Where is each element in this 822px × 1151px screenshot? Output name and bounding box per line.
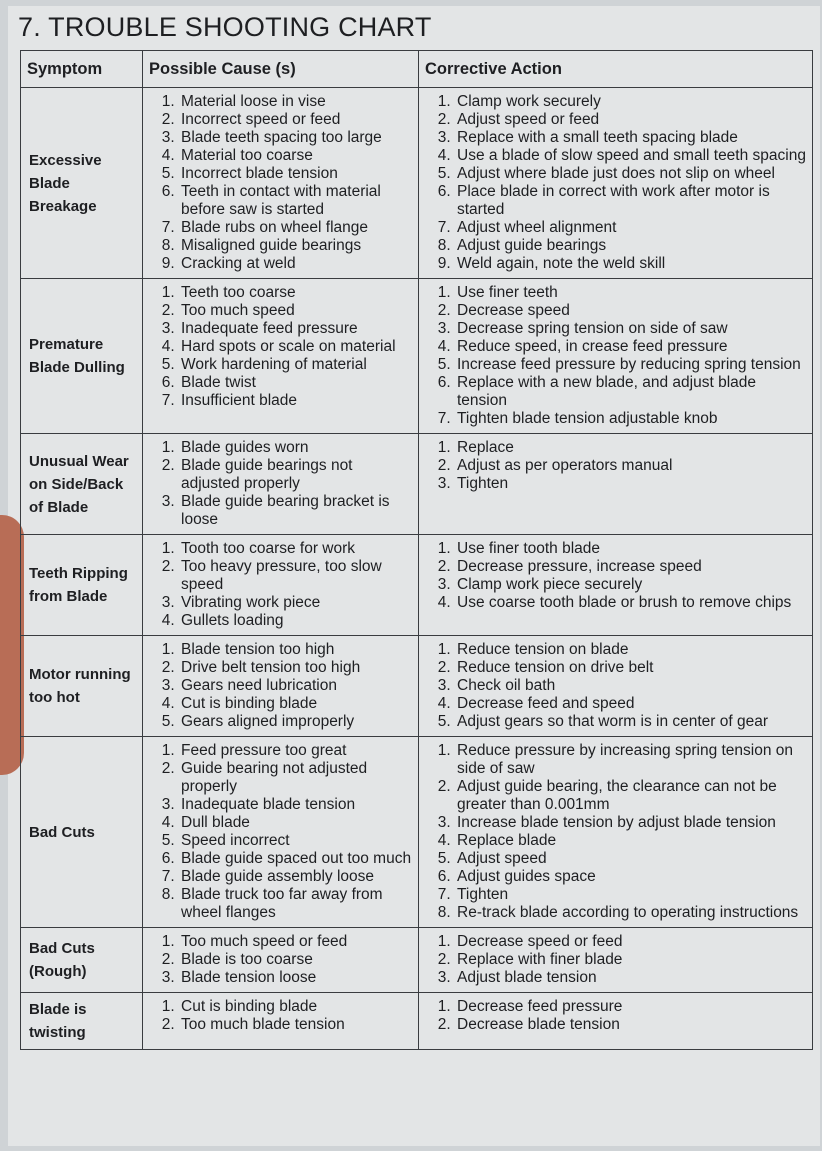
cause-item: 5. Incorrect blade tension: [179, 165, 412, 183]
header-symptom: Symptom: [21, 51, 143, 88]
cause-item: 8. Misaligned guide bearings: [179, 237, 412, 255]
actions-list: [425, 998, 806, 1034]
table-row: [21, 737, 813, 928]
action-item: 4. Replace blade: [455, 832, 806, 850]
action-item: 1. Replace: [455, 439, 806, 457]
cause-item: 3. Gears need lubrication: [179, 677, 412, 695]
action-item: 4. Use a blade of slow speed and small teeth spacing: [455, 147, 806, 165]
action-item: 2. Decrease pressure, increase speed: [455, 558, 806, 576]
action-item: 2. Adjust guide bearing, the clearance can not be greater than 0.001mm: [455, 778, 806, 814]
action-item: 3. Increase blade tension by adjust blade tension: [455, 814, 806, 832]
possible-causes-cell: [143, 993, 419, 1050]
table-body: [21, 88, 813, 1050]
cause-item: 9. Cracking at weld: [179, 255, 412, 273]
cause-item: 7. Blade rubs on wheel flange: [179, 219, 412, 237]
cause-item: 4. Cut is binding blade: [179, 695, 412, 713]
action-item: 1. Reduce tension on blade: [455, 641, 806, 659]
action-item: 6. Adjust guides space: [455, 868, 806, 886]
action-item: 4. Decrease feed and speed: [455, 695, 806, 713]
causes-list: [149, 284, 412, 410]
cause-item: 1. Cut is binding blade: [179, 998, 412, 1016]
header-possible-causes: Possible Cause (s): [143, 51, 419, 88]
actions-list: [425, 540, 806, 612]
cause-item: 1. Material loose in vise: [179, 93, 412, 111]
action-item: 9. Weld again, note the weld skill: [455, 255, 806, 273]
corrective-action-cell: [419, 737, 813, 928]
action-item: 1. Reduce pressure by increasing spring tension on side of saw: [455, 742, 806, 778]
possible-causes-cell: [143, 434, 419, 535]
cause-item: 4. Hard spots or scale on material: [179, 338, 412, 356]
table-row: [21, 88, 813, 279]
table-row: [21, 535, 813, 636]
causes-list: [149, 998, 412, 1034]
action-item: 7. Tighten: [455, 886, 806, 904]
corrective-action-cell: [419, 928, 813, 993]
cause-item: 7. Insufficient blade: [179, 392, 412, 410]
troubleshooting-table: [20, 50, 813, 1050]
cause-item: 4. Dull blade: [179, 814, 412, 832]
action-item: 7. Adjust wheel alignment: [455, 219, 806, 237]
actions-list: [425, 742, 806, 922]
cause-item: 7. Blade guide assembly loose: [179, 868, 412, 886]
corrective-action-cell: [419, 993, 813, 1050]
action-item: 3. Check oil bath: [455, 677, 806, 695]
actions-list: [425, 933, 806, 987]
cause-item: 3. Inadequate blade tension: [179, 796, 412, 814]
header-corrective-action: Corrective Action: [419, 51, 813, 88]
cause-item: 4. Gullets loading: [179, 612, 412, 630]
action-item: 4. Reduce speed, in crease feed pressure: [455, 338, 806, 356]
symptom-cell: Excessive Blade Breakage: [21, 88, 143, 279]
action-item: 8. Adjust guide bearings: [455, 237, 806, 255]
table-row: [21, 636, 813, 737]
action-item: 2. Adjust speed or feed: [455, 111, 806, 129]
actions-list: [425, 439, 806, 493]
cause-item: 1. Blade tension too high: [179, 641, 412, 659]
cause-item: 3. Vibrating work piece: [179, 594, 412, 612]
cause-item: 2. Blade guide bearings not adjusted properly: [179, 457, 412, 493]
possible-causes-cell: [143, 636, 419, 737]
cause-item: 6. Blade twist: [179, 374, 412, 392]
action-item: 3. Tighten: [455, 475, 806, 493]
cause-item: 6. Blade guide spaced out too much: [179, 850, 412, 868]
possible-causes-cell: [143, 88, 419, 279]
symptom-cell: Premature Blade Dulling: [21, 279, 143, 434]
symptom-cell: Blade is twisting: [21, 993, 143, 1050]
cause-item: 2. Guide bearing not adjusted properly: [179, 760, 412, 796]
cause-item: 1. Blade guides worn: [179, 439, 412, 457]
corrective-action-cell: [419, 88, 813, 279]
action-item: 5. Adjust speed: [455, 850, 806, 868]
actions-list: [425, 93, 806, 273]
action-item: 2. Decrease speed: [455, 302, 806, 320]
causes-list: [149, 439, 412, 529]
cause-item: 2. Too heavy pressure, too slow speed: [179, 558, 412, 594]
action-item: 3. Decrease spring tension on side of saw: [455, 320, 806, 338]
action-item: 4. Use coarse tooth blade or brush to remove chips: [455, 594, 806, 612]
cause-item: 5. Gears aligned improperly: [179, 713, 412, 731]
possible-causes-cell: [143, 535, 419, 636]
action-item: 5. Increase feed pressure by reducing spring tension: [455, 356, 806, 374]
action-item: 2. Reduce tension on drive belt: [455, 659, 806, 677]
action-item: 2. Replace with finer blade: [455, 951, 806, 969]
page-title: 7. TROUBLE SHOOTING CHART: [18, 12, 432, 42]
cause-item: 5. Speed incorrect: [179, 832, 412, 850]
corrective-action-cell: [419, 279, 813, 434]
action-item: 5. Adjust gears so that worm is in center of gear: [455, 713, 806, 731]
cause-item: 1. Teeth too coarse: [179, 284, 412, 302]
action-item: 1. Decrease speed or feed: [455, 933, 806, 951]
table-row: [21, 993, 813, 1050]
corrective-action-cell: [419, 535, 813, 636]
causes-list: [149, 93, 412, 273]
actions-list: [425, 641, 806, 731]
action-item: 3. Clamp work piece securely: [455, 576, 806, 594]
symptom-cell: Bad Cuts: [21, 737, 143, 928]
symptom-cell: Bad Cuts (Rough): [21, 928, 143, 993]
cause-item: 3. Blade tension loose: [179, 969, 412, 987]
cause-item: 2. Too much blade tension: [179, 1016, 412, 1034]
cause-item: 1. Too much speed or feed: [179, 933, 412, 951]
action-item: 8. Re-track blade according to operating instructions: [455, 904, 806, 922]
cause-item: 3. Inadequate feed pressure: [179, 320, 412, 338]
action-item: 1. Use finer teeth: [455, 284, 806, 302]
cause-item: 2. Too much speed: [179, 302, 412, 320]
corrective-action-cell: [419, 434, 813, 535]
action-item: 2. Decrease blade tension: [455, 1016, 806, 1034]
symptom-cell: Unusual Wear on Side/Back of Blade: [21, 434, 143, 535]
action-item: 6. Place blade in correct with work after motor is started: [455, 183, 806, 219]
table-row: [21, 279, 813, 434]
cause-item: 1. Tooth too coarse for work: [179, 540, 412, 558]
action-item: 7. Tighten blade tension adjustable knob: [455, 410, 806, 428]
cause-item: 4. Material too coarse: [179, 147, 412, 165]
cause-item: 3. Blade teeth spacing too large: [179, 129, 412, 147]
symptom-cell: Teeth Ripping from Blade: [21, 535, 143, 636]
cause-item: 2. Incorrect speed or feed: [179, 111, 412, 129]
possible-causes-cell: [143, 928, 419, 993]
causes-list: [149, 933, 412, 987]
possible-causes-cell: [143, 737, 419, 928]
causes-list: [149, 742, 412, 922]
cause-item: 8. Blade truck too far away from wheel flanges: [179, 886, 412, 922]
cause-item: 5. Work hardening of material: [179, 356, 412, 374]
action-item: 1. Decrease feed pressure: [455, 998, 806, 1016]
table-row: [21, 434, 813, 535]
header-row: [21, 51, 813, 88]
symptom-cell: Motor running too hot: [21, 636, 143, 737]
table-row: [21, 928, 813, 993]
causes-list: [149, 641, 412, 731]
cause-item: 3. Blade guide bearing bracket is loose: [179, 493, 412, 529]
causes-list: [149, 540, 412, 630]
actions-list: [425, 284, 806, 428]
possible-causes-cell: [143, 279, 419, 434]
action-item: 3. Adjust blade tension: [455, 969, 806, 987]
action-item: 5. Adjust where blade just does not slip on wheel: [455, 165, 806, 183]
cause-item: 6. Teeth in contact with material before saw is started: [179, 183, 412, 219]
cause-item: 2. Drive belt tension too high: [179, 659, 412, 677]
cause-item: 2. Blade is too coarse: [179, 951, 412, 969]
action-item: 2. Adjust as per operators manual: [455, 457, 806, 475]
action-item: 1. Clamp work securely: [455, 93, 806, 111]
action-item: 3. Replace with a small teeth spacing blade: [455, 129, 806, 147]
action-item: 6. Replace with a new blade, and adjust blade tension: [455, 374, 806, 410]
action-item: 1. Use finer tooth blade: [455, 540, 806, 558]
cause-item: 1. Feed pressure too great: [179, 742, 412, 760]
corrective-action-cell: [419, 636, 813, 737]
